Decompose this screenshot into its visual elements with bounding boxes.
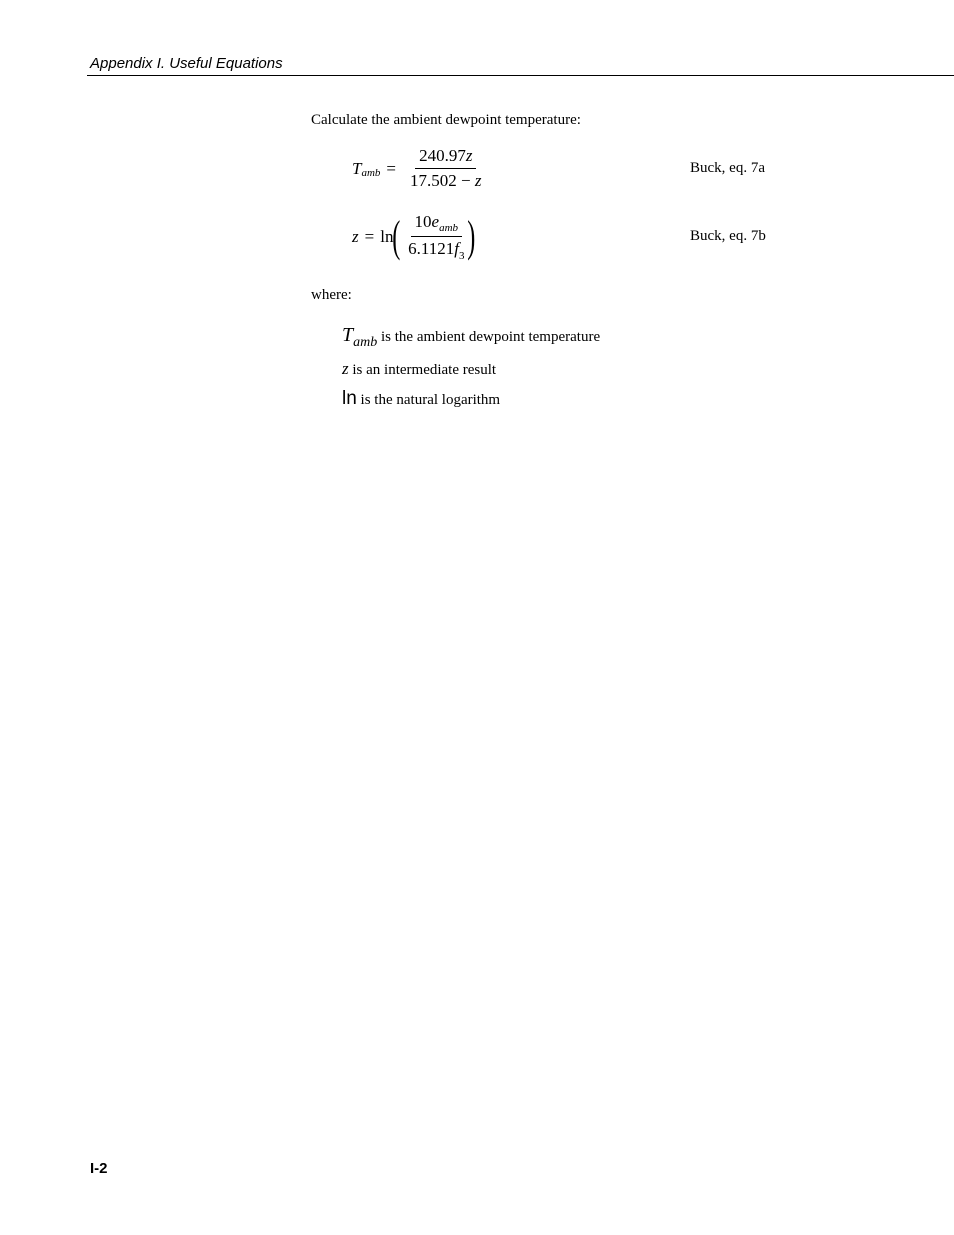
def-1-subscript: amb <box>353 335 378 350</box>
definition-ln <box>342 388 500 410</box>
eq-b-left-paren: ( <box>392 211 401 261</box>
def-3-symbol: ln <box>342 388 357 409</box>
eq-a-numerator <box>415 146 476 169</box>
def-3-text: is the natural logarithm <box>356 392 501 408</box>
eq-7b-reference: Buck, eq. 7b <box>690 228 766 244</box>
def-1-text: is the ambient dewpoint temperature <box>377 329 601 345</box>
eq-7a-reference: Buck, eq. 7a <box>690 160 765 176</box>
intro-text: Calculate the ambient dewpoint temperature: <box>311 112 581 128</box>
eq-b-den-var: f <box>454 239 459 258</box>
equation-7b <box>352 212 475 261</box>
eq-b-num-value: 10 <box>414 212 432 231</box>
eq-a-num-var: z <box>465 146 473 165</box>
eq-b-fraction <box>404 212 468 261</box>
eq-a-den-op: − <box>461 171 471 190</box>
eq-a-den-value: 17.502 <box>410 171 457 190</box>
definition-z <box>342 359 496 379</box>
eq-b-numerator <box>411 212 463 237</box>
eq-b-denominator <box>404 237 468 261</box>
eq-a-lhs-symbol: T <box>352 158 362 178</box>
header-rule <box>87 75 954 76</box>
def-1-symbol: T <box>342 324 354 346</box>
equation-7a <box>352 146 485 191</box>
eq-b-equals: = <box>364 226 375 246</box>
eq-a-lhs-subscript: amb <box>361 166 381 179</box>
def-2-text: is an intermediate result <box>348 362 497 378</box>
eq-b-den-value: 6.1121 <box>408 239 455 258</box>
eq-b-den-subscript: 3 <box>458 250 465 262</box>
eq-a-denominator <box>406 169 485 191</box>
eq-b-lhs-symbol: z <box>352 226 359 246</box>
eq-a-equals: = <box>386 158 397 178</box>
eq-a-fraction <box>406 146 485 191</box>
eq-b-num-subscript: amb <box>439 222 459 234</box>
eq-a-num-value: 240.97 <box>419 146 466 165</box>
eq-b-function: ln <box>380 226 394 246</box>
where-label: where: <box>311 287 352 303</box>
running-header: Appendix I. Useful Equations <box>90 55 283 72</box>
page-number: I-2 <box>90 1160 108 1177</box>
def-2-symbol: z <box>342 359 349 378</box>
definition-t-amb <box>342 324 601 350</box>
eq-b-right-paren: ) <box>467 211 476 261</box>
eq-a-den-var: z <box>474 171 482 190</box>
eq-b-num-var: e <box>431 212 440 231</box>
